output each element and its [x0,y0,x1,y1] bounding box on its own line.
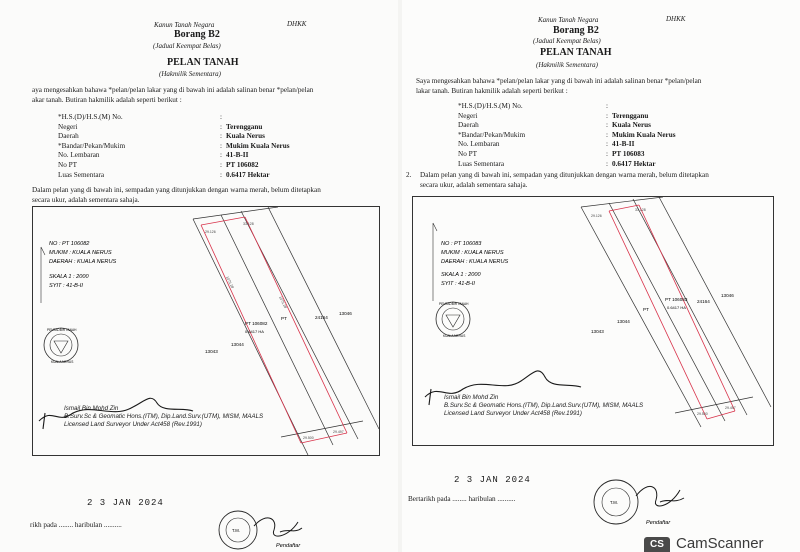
plan-mukim: MUKIM : KUALA NERUS [441,250,504,256]
surveyor-quals: B.Surv.Sc & Geomatic Hons.(ITM), Dip.Land.Surv.(UTM), MISM, MAALS [64,413,264,420]
field-row [58,161,358,170]
svg-text:33.128: 33.128 [635,208,646,212]
svg-text:33.128: 33.128 [243,222,254,226]
field-label: *H.S.(D)/H.S.(M) No. [458,102,523,110]
field-label: Negeri [58,122,78,131]
field-separator: : [606,102,608,110]
field-row [458,140,758,149]
field-separator: : [606,150,608,158]
plan-skala: SKALA 1 : 2000 [441,272,481,278]
plan-daerah: DAERAH : KUALA NERUS [441,259,509,265]
field-row [58,113,358,122]
pt-area: 0.6417 HA [667,305,686,310]
para1-line1: aya mengesahkan bahawa *pelan/pelan lakar yang di bawah ini adalah salinan benar *pelan/pelan [32,86,314,94]
stamp-tm: T.M. [610,500,618,505]
field-label: No. Lembaran [458,140,500,149]
kanun-label: Kanun Tanah Negara [538,16,599,24]
field-separator: : [606,130,608,139]
svg-text:29.497: 29.497 [725,406,736,410]
para2-num: 2. [406,171,412,179]
lot-13044: 13044 [231,342,244,347]
field-label: *H.S.(D)/H.S.(M) No. [58,113,123,121]
field-row [58,171,358,180]
plan-syit: SYIT : 41-B-II [49,283,83,289]
plan-mukim: MUKIM : KUALA NERUS [49,250,112,256]
camscanner-watermark: CamScanner [676,535,764,552]
field-row [458,121,758,130]
borang-title: Borang B2 [174,29,220,40]
stamp-bottom-text: KUALA NERUS [51,360,74,364]
field-label: Negeri [458,111,478,120]
date-stamp: 2 3 JAN 2024 [454,475,531,485]
surveyor-name: Ismail Bin Mohd Zin [64,405,119,412]
svg-text:1075.28': 1075.28' [225,275,235,290]
field-row [458,112,758,121]
left-page [0,0,398,552]
stamp-tm: T.M. [232,528,240,533]
field-separator: : [606,159,608,168]
field-label: Luas Sementara [458,159,505,168]
stamp-bottom-text: KUALA NERUS [443,334,466,338]
para2-line2: secara ukur, adalah sementara sahaja. [32,196,140,204]
field-separator: : [220,170,222,179]
pt-label: PT 106082 [245,321,268,326]
field-separator: : [220,113,222,121]
borang-title: Borang B2 [553,25,599,36]
field-value: PT 106082 [226,161,259,169]
para2-line2: secara ukur, adalah sementara sahaja. [420,181,528,189]
surveyor-licence: Licensed Land Surveyor Under Act458 (Rev.1991) [64,421,202,428]
field-row [458,131,758,140]
field-value: PT 106083 [612,150,645,158]
pt-short: PT [281,316,287,321]
field-separator: : [220,161,222,169]
field-row [458,150,758,159]
field-row [58,151,358,160]
para1-line2: lakar tanah. Butiran hakmilik adalah seperti berikut : [416,87,568,95]
lot-13046: 13046 [339,311,352,316]
dhkk-label: DHKK [666,15,686,23]
surveyor-licence: Licensed Land Surveyor Under Act458 (Rev.1991) [444,410,582,417]
svg-text:1075.28': 1075.28' [278,295,288,310]
field-row [58,142,358,151]
svg-text:29.500: 29.500 [303,436,314,440]
plan-syit: SYIT : 41-B-II [441,281,475,287]
svg-text:29.126: 29.126 [591,214,602,218]
field-value: 41-B-II [226,151,249,160]
svg-text:29.497: 29.497 [333,430,344,434]
jadual-label: (Jadual Keempat Belas) [153,42,221,50]
field-label: No PT [458,150,477,158]
field-label: *Bandar/Pekan/Mukim [458,130,526,139]
kanun-label: Kanun Tanah Negara [154,21,215,29]
field-value: 0.6417 Hektar [612,159,656,168]
field-separator: : [220,141,222,150]
page-title: PELAN TANAH [540,47,612,58]
pendaftar-signature [254,518,302,536]
field-label: Daerah [58,132,79,141]
pt-area: 0.6417 HA [245,329,264,334]
field-row [58,132,358,141]
field-separator: : [220,151,222,160]
pendaftar-signature [636,486,684,506]
field-value: Mukim Kuala Nerus [612,130,676,139]
plan-daerah: DAERAH : KUALA NERUS [49,259,117,265]
para2-line1: Dalam pelan yang di bawah ini, sempadan yang ditunjukkan dengan warna merah, belum ditetapkan [420,171,709,179]
lot-13046: 13046 [721,293,734,298]
bertarikh-line: Bertarikh pada ........ haribulan .......... [408,495,516,503]
pentadbir-stamp [44,328,78,364]
dhkk-label: DHKK [287,20,307,28]
lot-13043: 13043 [591,329,604,334]
lot-13044: 13044 [617,319,630,324]
field-separator: : [606,140,608,149]
field-separator: : [220,122,222,131]
pentadbir-stamp [436,302,470,338]
field-value: Kuala Nerus [226,132,265,141]
plan-skala: SKALA 1 : 2000 [49,274,89,280]
field-value: Kuala Nerus [612,121,651,130]
stamp-top-text: PENTADBIR TANAH [439,302,469,306]
pendaftar-label: Pendaftar [646,520,671,526]
pt-short: PT [643,307,649,312]
right-page [402,0,800,552]
lot-13043: 13043 [205,349,218,354]
page-title: PELAN TANAH [167,57,239,68]
field-row [58,123,358,132]
para1-line1: Saya mengesahkan bahawa *pelan/pelan lakar yang di bawah ini adalah salinan benar *pelan/pelan [416,77,702,85]
surveyor-quals: B.Surv.Sc & Geomatic Hons.(ITM), Dip.Land.Surv.(UTM), MISM, MAALS [444,402,644,409]
pendaftar-stamp [218,508,318,552]
field-value: Mukim Kuala Nerus [226,141,290,150]
field-label: *Bandar/Pekan/Mukim [58,141,126,150]
date-stamp: 2 3 JAN 2024 [87,498,164,508]
field-row [458,160,758,169]
stamp-top-text: PENTADBIR TANAH [47,328,77,332]
field-label: Luas Sementara [58,170,105,179]
field-row [458,102,758,111]
field-separator: : [606,111,608,120]
field-label: No. Lembaran [58,151,100,160]
pt-label: PT 106083 [665,297,688,302]
field-label: No PT [58,161,77,169]
surveyor-name: Ismail Bin Mohd Zin [444,394,499,401]
field-value: Terengganu [226,122,263,131]
plan-no: NO : PT 106082 [49,241,90,247]
field-label: Daerah [458,121,479,130]
para2-line1: Dalam pelan yang di bawah ini, sempadan yang ditunjukkan dengan warna merah, belum ditetapkan [32,186,321,194]
para1-line2: akar tanah. Butiran hakmilik adalah seperti berikut : [32,96,182,104]
lot-24164: 24164 [697,299,710,304]
bertarikh-line: rikh pada ........ haribulan .......... [30,521,122,529]
camscanner-logo: CS [644,537,670,552]
plan-no: NO : PT 106083 [441,241,482,247]
jadual-label: (Jadual Keempat Belas) [533,37,601,45]
field-value: Terengganu [612,111,649,120]
pendaftar-label: Pendaftar [276,543,301,549]
field-value: 41-B-II [612,140,635,149]
hakmilik-label: (Hakmilik Sementara) [159,70,222,78]
field-value: 0.6417 Hektar [226,170,270,179]
svg-text:29.500: 29.500 [697,412,708,416]
lot-24164: 24164 [315,315,328,320]
svg-text:29.126: 29.126 [205,230,216,234]
hakmilik-label: (Hakmilik Sementara) [536,61,599,69]
pendaftar-stamp [592,476,692,528]
field-separator: : [606,121,608,130]
field-separator: : [220,132,222,141]
